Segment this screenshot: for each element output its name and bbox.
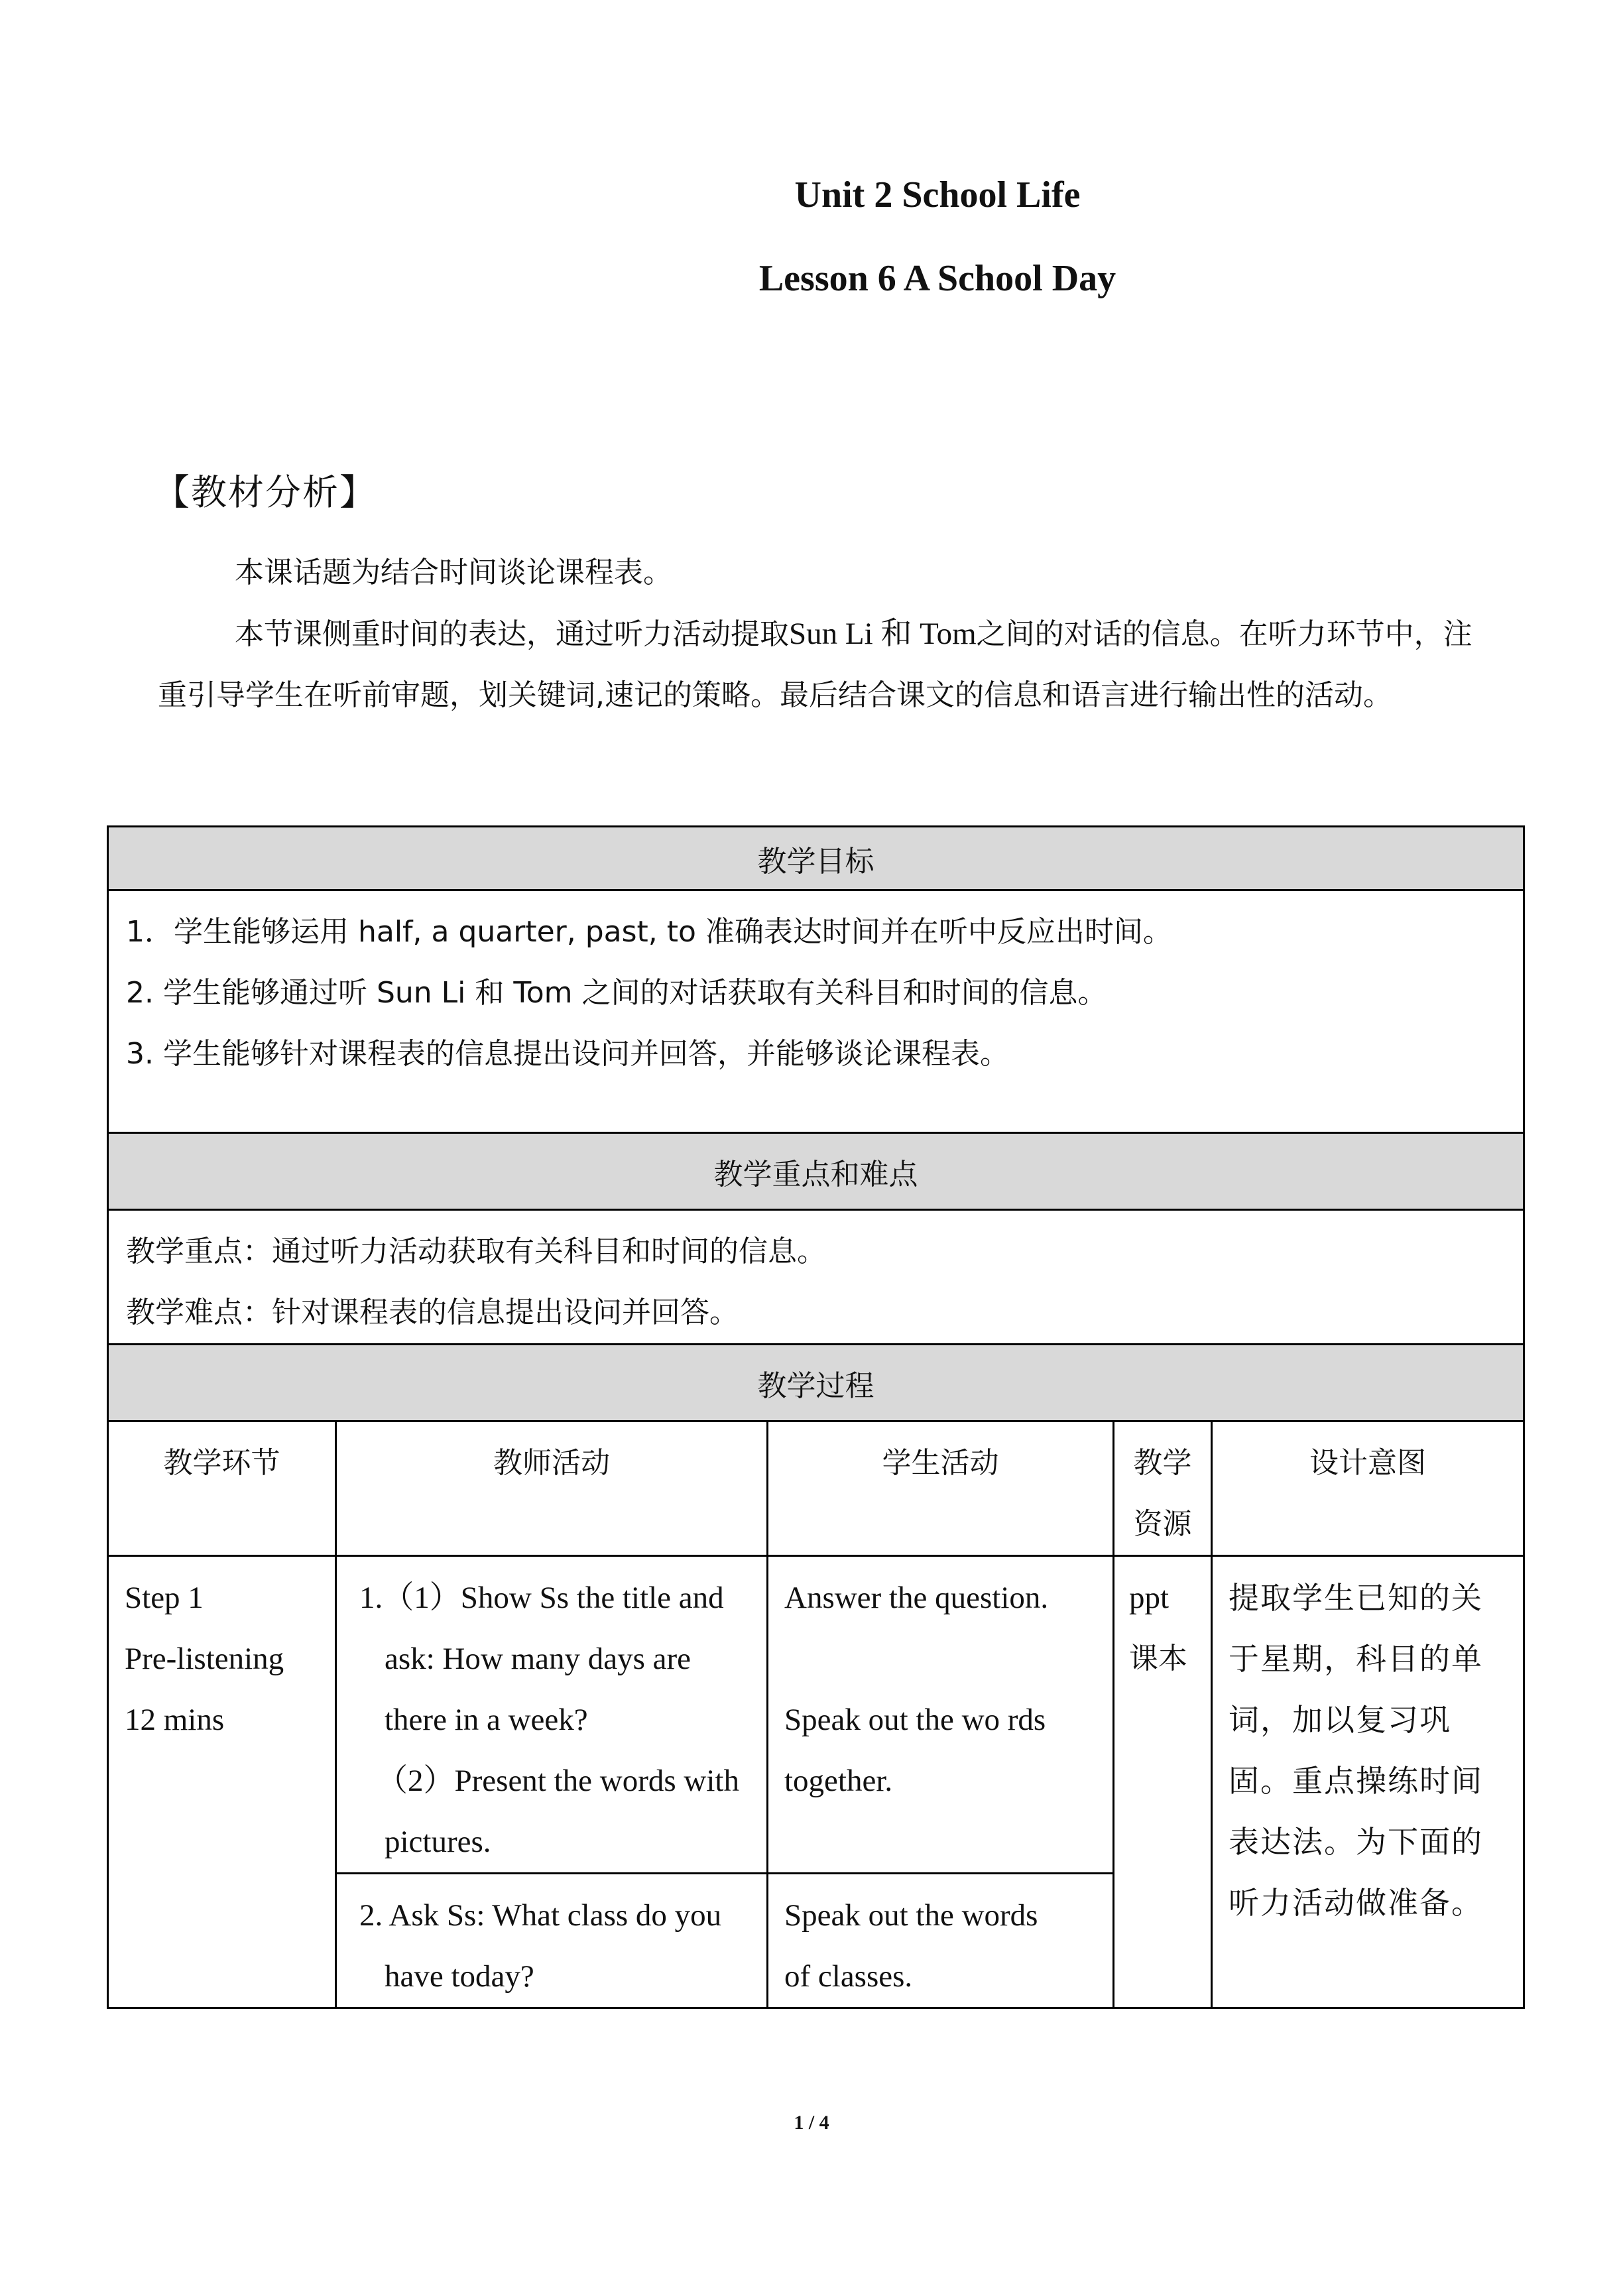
analysis-paragraph-2 bbox=[158, 603, 1490, 726]
keypoints-content bbox=[108, 1210, 1524, 1345]
step1-name: Pre-listening bbox=[125, 1642, 284, 1676]
col-header-student: 学生活动 bbox=[768, 1421, 1114, 1556]
step1-teacher-activity-2 bbox=[336, 1874, 768, 2008]
step1-stage bbox=[108, 1556, 336, 2008]
col-header-teacher: 教师活动 bbox=[336, 1421, 768, 1556]
goals-list bbox=[108, 890, 1524, 1133]
teacher-line: 1.（1）Show Ss the title and bbox=[359, 1581, 724, 1615]
goals-heading: 教学目标 bbox=[108, 827, 1524, 890]
resource-ppt: ppt bbox=[1129, 1581, 1170, 1615]
analysis-paragraph-1: 本课话题为结合时间谈论课程表。 bbox=[235, 556, 672, 589]
step1-label: Step 1 bbox=[125, 1581, 204, 1615]
col-header-intent: 设计意图 bbox=[1212, 1421, 1524, 1556]
analysis-paragraph-2-a: 本节课侧重时间的表达，通过听力活动提取 bbox=[235, 617, 789, 651]
col-header-resource: 教学资源 bbox=[1114, 1421, 1212, 1556]
step1-design-intent: 提取学生已知的关于星期，科目的单词，加以复习巩固。重点操练时间表达法。为下面的听力活动做准备。 bbox=[1212, 1556, 1524, 2008]
unit-title: Unit 2 School Life bbox=[794, 174, 1081, 215]
student-line: of classes. bbox=[784, 1959, 913, 1994]
student-spacer bbox=[784, 1628, 1097, 1689]
student-line: Answer the question. bbox=[784, 1581, 1049, 1615]
step1-time: 12 mins bbox=[125, 1703, 225, 1737]
resource-textbook: 课本 bbox=[1129, 1642, 1187, 1675]
teacher-line: ask: How many days are bbox=[385, 1642, 691, 1676]
difficulty-point: 教学难点：针对课程表的信息提出设问并回答。 bbox=[126, 1296, 739, 1329]
student-line: together. bbox=[784, 1764, 893, 1798]
student-line: Speak out the wo rds bbox=[784, 1703, 1046, 1737]
lesson-title: Lesson 6 A School Day bbox=[758, 258, 1116, 299]
teacher-line: 2. Ask Ss: What class do you bbox=[359, 1898, 722, 1933]
lesson-plan-table bbox=[107, 825, 1525, 2009]
analysis-paragraph-2-names: Sun Li 和 Tom bbox=[789, 617, 977, 651]
keypoints-heading: 教学重点和难点 bbox=[108, 1133, 1524, 1210]
step1-student-activity-2 bbox=[768, 1874, 1114, 2008]
student-line: Speak out the words bbox=[784, 1898, 1038, 1933]
teacher-line: pictures. bbox=[385, 1825, 491, 1859]
step1-teacher-activity-1 bbox=[336, 1556, 768, 1874]
goal-item: 3. 学生能够针对课程表的信息提出设问并回答，并能够谈论课程表。 bbox=[126, 1037, 1009, 1071]
process-heading: 教学过程 bbox=[108, 1345, 1524, 1421]
col-header-stage: 教学环节 bbox=[108, 1421, 336, 1556]
step1-student-activity-1 bbox=[768, 1556, 1114, 1874]
goal-item: 2. 学生能够通过听 Sun Li 和 Tom 之间的对话获取有关科目和时间的信息。 bbox=[126, 976, 1107, 1010]
analysis-paragraph-2-c: 之间的对话的信息。在听力环节中，注重引导学生在听前审题，划关键词,速记的策略。最后结合课文的信息和语言进行输出性的活动。 bbox=[158, 617, 1473, 712]
key-point: 教学重点：通过听力活动获取有关科目和时间的信息。 bbox=[126, 1235, 826, 1268]
teacher-line: （2）Present the words with bbox=[377, 1764, 739, 1798]
step1-resources bbox=[1114, 1556, 1212, 2008]
analysis-heading: 【教材分析】 bbox=[154, 471, 377, 513]
goal-item: 1．学生能够运用 half, a quarter, past, to 准确表达时间并在听中反应出时间。 bbox=[126, 915, 1172, 949]
teacher-line: have today? bbox=[385, 1959, 534, 1994]
teacher-line: there in a week? bbox=[385, 1703, 588, 1737]
page-number: 1 / 4 bbox=[794, 2112, 829, 2134]
